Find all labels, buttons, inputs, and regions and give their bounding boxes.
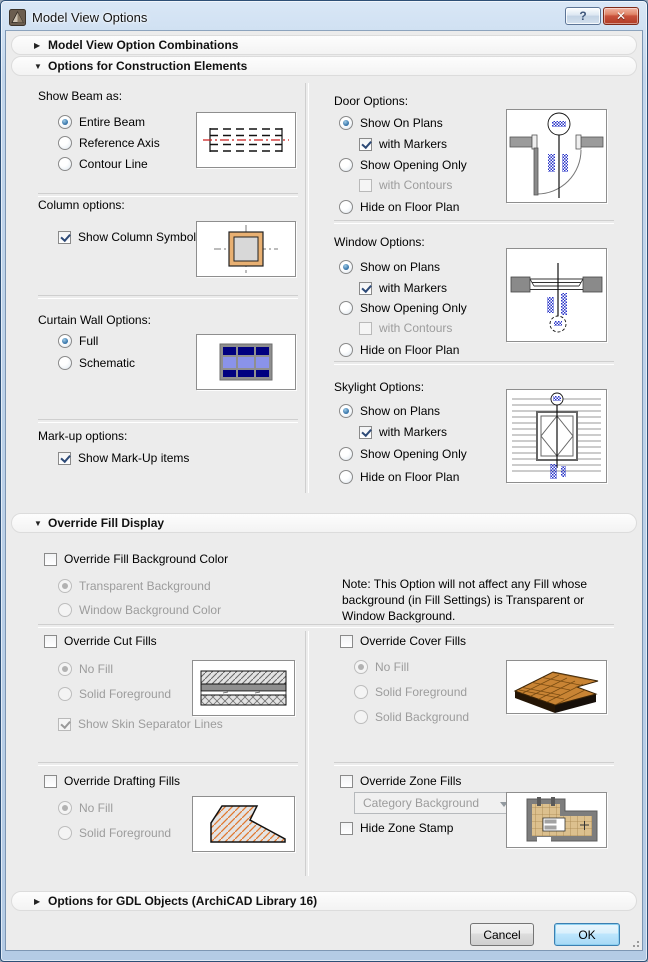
cover-fills-preview: [506, 660, 607, 714]
skylight-group-title: Skylight Options:: [334, 380, 425, 394]
radio-door-show-opening-only[interactable]: [339, 158, 467, 172]
radio-contour-line[interactable]: [58, 157, 148, 171]
checkbox-override-cut-fills[interactable]: [44, 634, 157, 648]
radio-cut-no-fill: [58, 662, 113, 676]
radio-indicator: [339, 447, 353, 461]
radio-indicator: [58, 334, 72, 348]
cancel-button[interactable]: Cancel: [470, 923, 534, 946]
checkbox-label: Override Drafting Fills: [64, 774, 181, 788]
curtain-wall-group-title: Curtain Wall Options:: [38, 313, 151, 327]
checkbox-label: with Markers: [379, 425, 448, 439]
radio-cover-solid-foreground: [354, 685, 467, 699]
radio-transparent-background: [58, 579, 211, 593]
skylight-preview: [506, 389, 607, 483]
radio-skylight-hide-on-floor-plan[interactable]: [339, 470, 459, 484]
radio-label: Show Opening Only: [360, 447, 467, 461]
column-group-title: Column options:: [38, 198, 125, 212]
radio-label: Solid Background: [375, 710, 470, 724]
section-header-gdl[interactable]: [11, 891, 637, 911]
checkbox-indicator: [359, 138, 372, 151]
triangle-collapsed-icon: ▶: [34, 896, 41, 906]
checkbox-override-drafting-fills[interactable]: [44, 774, 180, 788]
checkbox-label: Show Mark-Up items: [78, 451, 190, 465]
divider: [38, 193, 298, 197]
radio-indicator: [58, 801, 72, 815]
radio-skylight-show-opening-only[interactable]: [339, 447, 467, 461]
window-preview: [506, 248, 607, 342]
checkbox-indicator: [44, 635, 57, 648]
radio-label: No Fill: [79, 662, 114, 676]
section-label: Options for Construction Elements: [48, 59, 248, 73]
checkbox-door-with-markers[interactable]: [359, 137, 447, 151]
checkbox-hide-zone-stamp[interactable]: [340, 821, 453, 835]
radio-label: No Fill: [79, 801, 114, 815]
radio-indicator: [58, 662, 72, 676]
radio-drafting-no-fill: [58, 801, 113, 815]
radio-indicator: [339, 343, 353, 357]
triangle-expanded-icon: ▼: [34, 518, 42, 528]
radio-door-show-on-plans[interactable]: [339, 116, 443, 130]
checkbox-indicator: [359, 179, 372, 192]
radio-indicator: [339, 200, 353, 214]
radio-label: Entire Beam: [79, 115, 146, 129]
radio-indicator: [58, 157, 72, 171]
radio-indicator: [58, 579, 72, 593]
checkbox-label: Hide Zone Stamp: [360, 821, 454, 835]
help-button[interactable]: [565, 7, 601, 25]
combo-value: Category Background: [363, 796, 480, 810]
radio-cover-no-fill: [354, 660, 409, 674]
checkbox-window-with-contours: [359, 321, 452, 335]
radio-window-hide-on-floor-plan[interactable]: [339, 343, 459, 357]
radio-indicator: [339, 116, 353, 130]
radio-label: Hide on Floor Plan: [360, 343, 460, 357]
radio-label: Show On Plans: [360, 116, 443, 130]
close-button[interactable]: [603, 7, 639, 25]
checkbox-door-with-contours: [359, 178, 452, 192]
dialog-body: [5, 30, 643, 951]
radio-label: Show on Plans: [360, 260, 441, 274]
checkbox-override-cover-fills[interactable]: [340, 634, 466, 648]
section-label: Options for GDL Objects (ArchiCAD Library 16): [48, 894, 318, 908]
checkbox-label: with Contours: [379, 321, 453, 335]
radio-indicator: [339, 260, 353, 274]
section-header-construction[interactable]: [11, 56, 637, 76]
checkbox-label: Show Skin Separator Lines: [78, 717, 223, 731]
checkbox-indicator: [44, 775, 57, 788]
curtain-wall-preview: [196, 334, 296, 390]
radio-entire-beam[interactable]: [58, 115, 145, 129]
column-divider: [305, 83, 309, 493]
radio-label: Reference Axis: [79, 136, 160, 150]
divider: [334, 361, 614, 365]
section-header-fill[interactable]: [11, 513, 637, 533]
radio-label: Show Opening Only: [360, 158, 467, 172]
checkbox-label: Override Zone Fills: [360, 774, 462, 788]
radio-label: Solid Foreground: [79, 687, 172, 701]
triangle-collapsed-icon: ▶: [34, 40, 41, 50]
radio-indicator: [354, 710, 368, 724]
divider: [38, 295, 298, 299]
divider: [38, 624, 614, 628]
divider: [38, 419, 298, 423]
checkbox-label: Override Cut Fills: [64, 634, 157, 648]
radio-indicator: [58, 136, 72, 150]
checkbox-label: Show Column Symbol: [78, 230, 197, 244]
door-preview: [506, 109, 607, 203]
radio-cut-solid-foreground: [58, 687, 171, 701]
checkbox-indicator: [359, 282, 372, 295]
resize-grip[interactable]: [628, 936, 640, 948]
radio-label: Schematic: [79, 356, 136, 370]
radio-label: Solid Foreground: [375, 685, 468, 699]
triangle-expanded-icon: ▼: [34, 61, 42, 71]
checkbox-label: Override Cover Fills: [360, 634, 467, 648]
close-icon: ✕: [615, 9, 627, 23]
ok-button[interactable]: OK: [554, 923, 620, 946]
radio-label: Window Background Color: [79, 603, 222, 617]
radio-indicator: [339, 158, 353, 172]
door-group-title: Door Options:: [334, 94, 409, 108]
checkbox-override-fill-background[interactable]: [44, 552, 228, 566]
radio-label: Contour Line: [79, 157, 148, 171]
checkbox-indicator: [58, 718, 71, 731]
checkbox-indicator: [58, 231, 71, 244]
radio-label: Transparent Background: [79, 579, 211, 593]
radio-indicator: [354, 685, 368, 699]
checkbox-override-zone-fills[interactable]: [340, 774, 461, 788]
fill-note-text: Note: This Option will not affect any Fill whose background (in Fill Settings) is Transparent or Window Background.: [342, 577, 588, 623]
radio-window-background-color: [58, 603, 221, 617]
divider: [334, 762, 614, 766]
checkbox-indicator: [44, 553, 57, 566]
radio-reference-axis[interactable]: [58, 136, 160, 150]
radio-label: Show Opening Only: [360, 301, 467, 315]
checkbox-indicator: [58, 452, 71, 465]
zone-fill-mode-select: [354, 792, 517, 814]
checkbox-indicator: [359, 426, 372, 439]
markup-group-title: Mark-up options:: [38, 429, 128, 443]
radio-drafting-solid-foreground: [58, 826, 171, 840]
radio-label: Hide on Floor Plan: [360, 200, 460, 214]
radio-indicator: [58, 115, 72, 129]
checkbox-window-with-markers[interactable]: [359, 281, 447, 295]
drafting-fills-preview: [192, 796, 295, 852]
section-label: Model View Option Combinations: [48, 38, 239, 52]
column-divider: [305, 631, 309, 876]
divider: [334, 220, 614, 224]
window-title: Model View Options: [32, 9, 148, 25]
radio-indicator: [339, 470, 353, 484]
radio-cover-solid-background: [354, 710, 469, 724]
checkbox-show-skin-separator-lines: [58, 717, 223, 731]
radio-curtain-full[interactable]: [58, 334, 98, 348]
checkbox-indicator: [340, 775, 353, 788]
checkbox-label: with Contours: [379, 178, 453, 192]
column-preview: [196, 221, 296, 277]
radio-indicator: [354, 660, 368, 674]
archicad-app-icon: [9, 9, 26, 26]
checkbox-label: Override Fill Background Color: [64, 552, 229, 566]
beam-preview: [196, 112, 296, 168]
checkbox-indicator: [359, 322, 372, 335]
checkbox-show-column-symbol[interactable]: [58, 230, 196, 244]
checkbox-indicator: [340, 635, 353, 648]
radio-indicator: [339, 404, 353, 418]
radio-indicator: [58, 687, 72, 701]
radio-label: Solid Foreground: [79, 826, 172, 840]
radio-skylight-show-on-plans[interactable]: [339, 404, 440, 418]
checkbox-label: with Markers: [379, 137, 448, 151]
section-label: Override Fill Display: [48, 516, 165, 530]
radio-indicator: [339, 301, 353, 315]
radio-curtain-schematic[interactable]: [58, 356, 135, 370]
checkbox-label: with Markers: [379, 281, 448, 295]
beam-group-title: Show Beam as:: [38, 89, 123, 103]
checkbox-indicator: [340, 822, 353, 835]
cut-fills-preview: [192, 660, 295, 716]
radio-window-show-opening-only[interactable]: [339, 301, 467, 315]
divider: [38, 762, 298, 766]
checkbox-show-markup-items[interactable]: [58, 451, 189, 465]
help-icon: ?: [579, 9, 587, 23]
radio-label: Full: [79, 334, 99, 348]
radio-indicator: [58, 356, 72, 370]
radio-window-show-on-plans[interactable]: [339, 260, 440, 274]
title-bar: [5, 4, 643, 30]
radio-label: No Fill: [375, 660, 410, 674]
window-group-title: Window Options:: [334, 235, 425, 249]
radio-label: Show on Plans: [360, 404, 441, 418]
section-header-combinations[interactable]: [11, 35, 637, 55]
zone-fills-preview: [506, 792, 607, 848]
checkbox-skylight-with-markers[interactable]: [359, 425, 447, 439]
radio-indicator: [58, 603, 72, 617]
radio-door-hide-on-floor-plan[interactable]: [339, 200, 459, 214]
radio-label: Hide on Floor Plan: [360, 470, 460, 484]
radio-indicator: [58, 826, 72, 840]
